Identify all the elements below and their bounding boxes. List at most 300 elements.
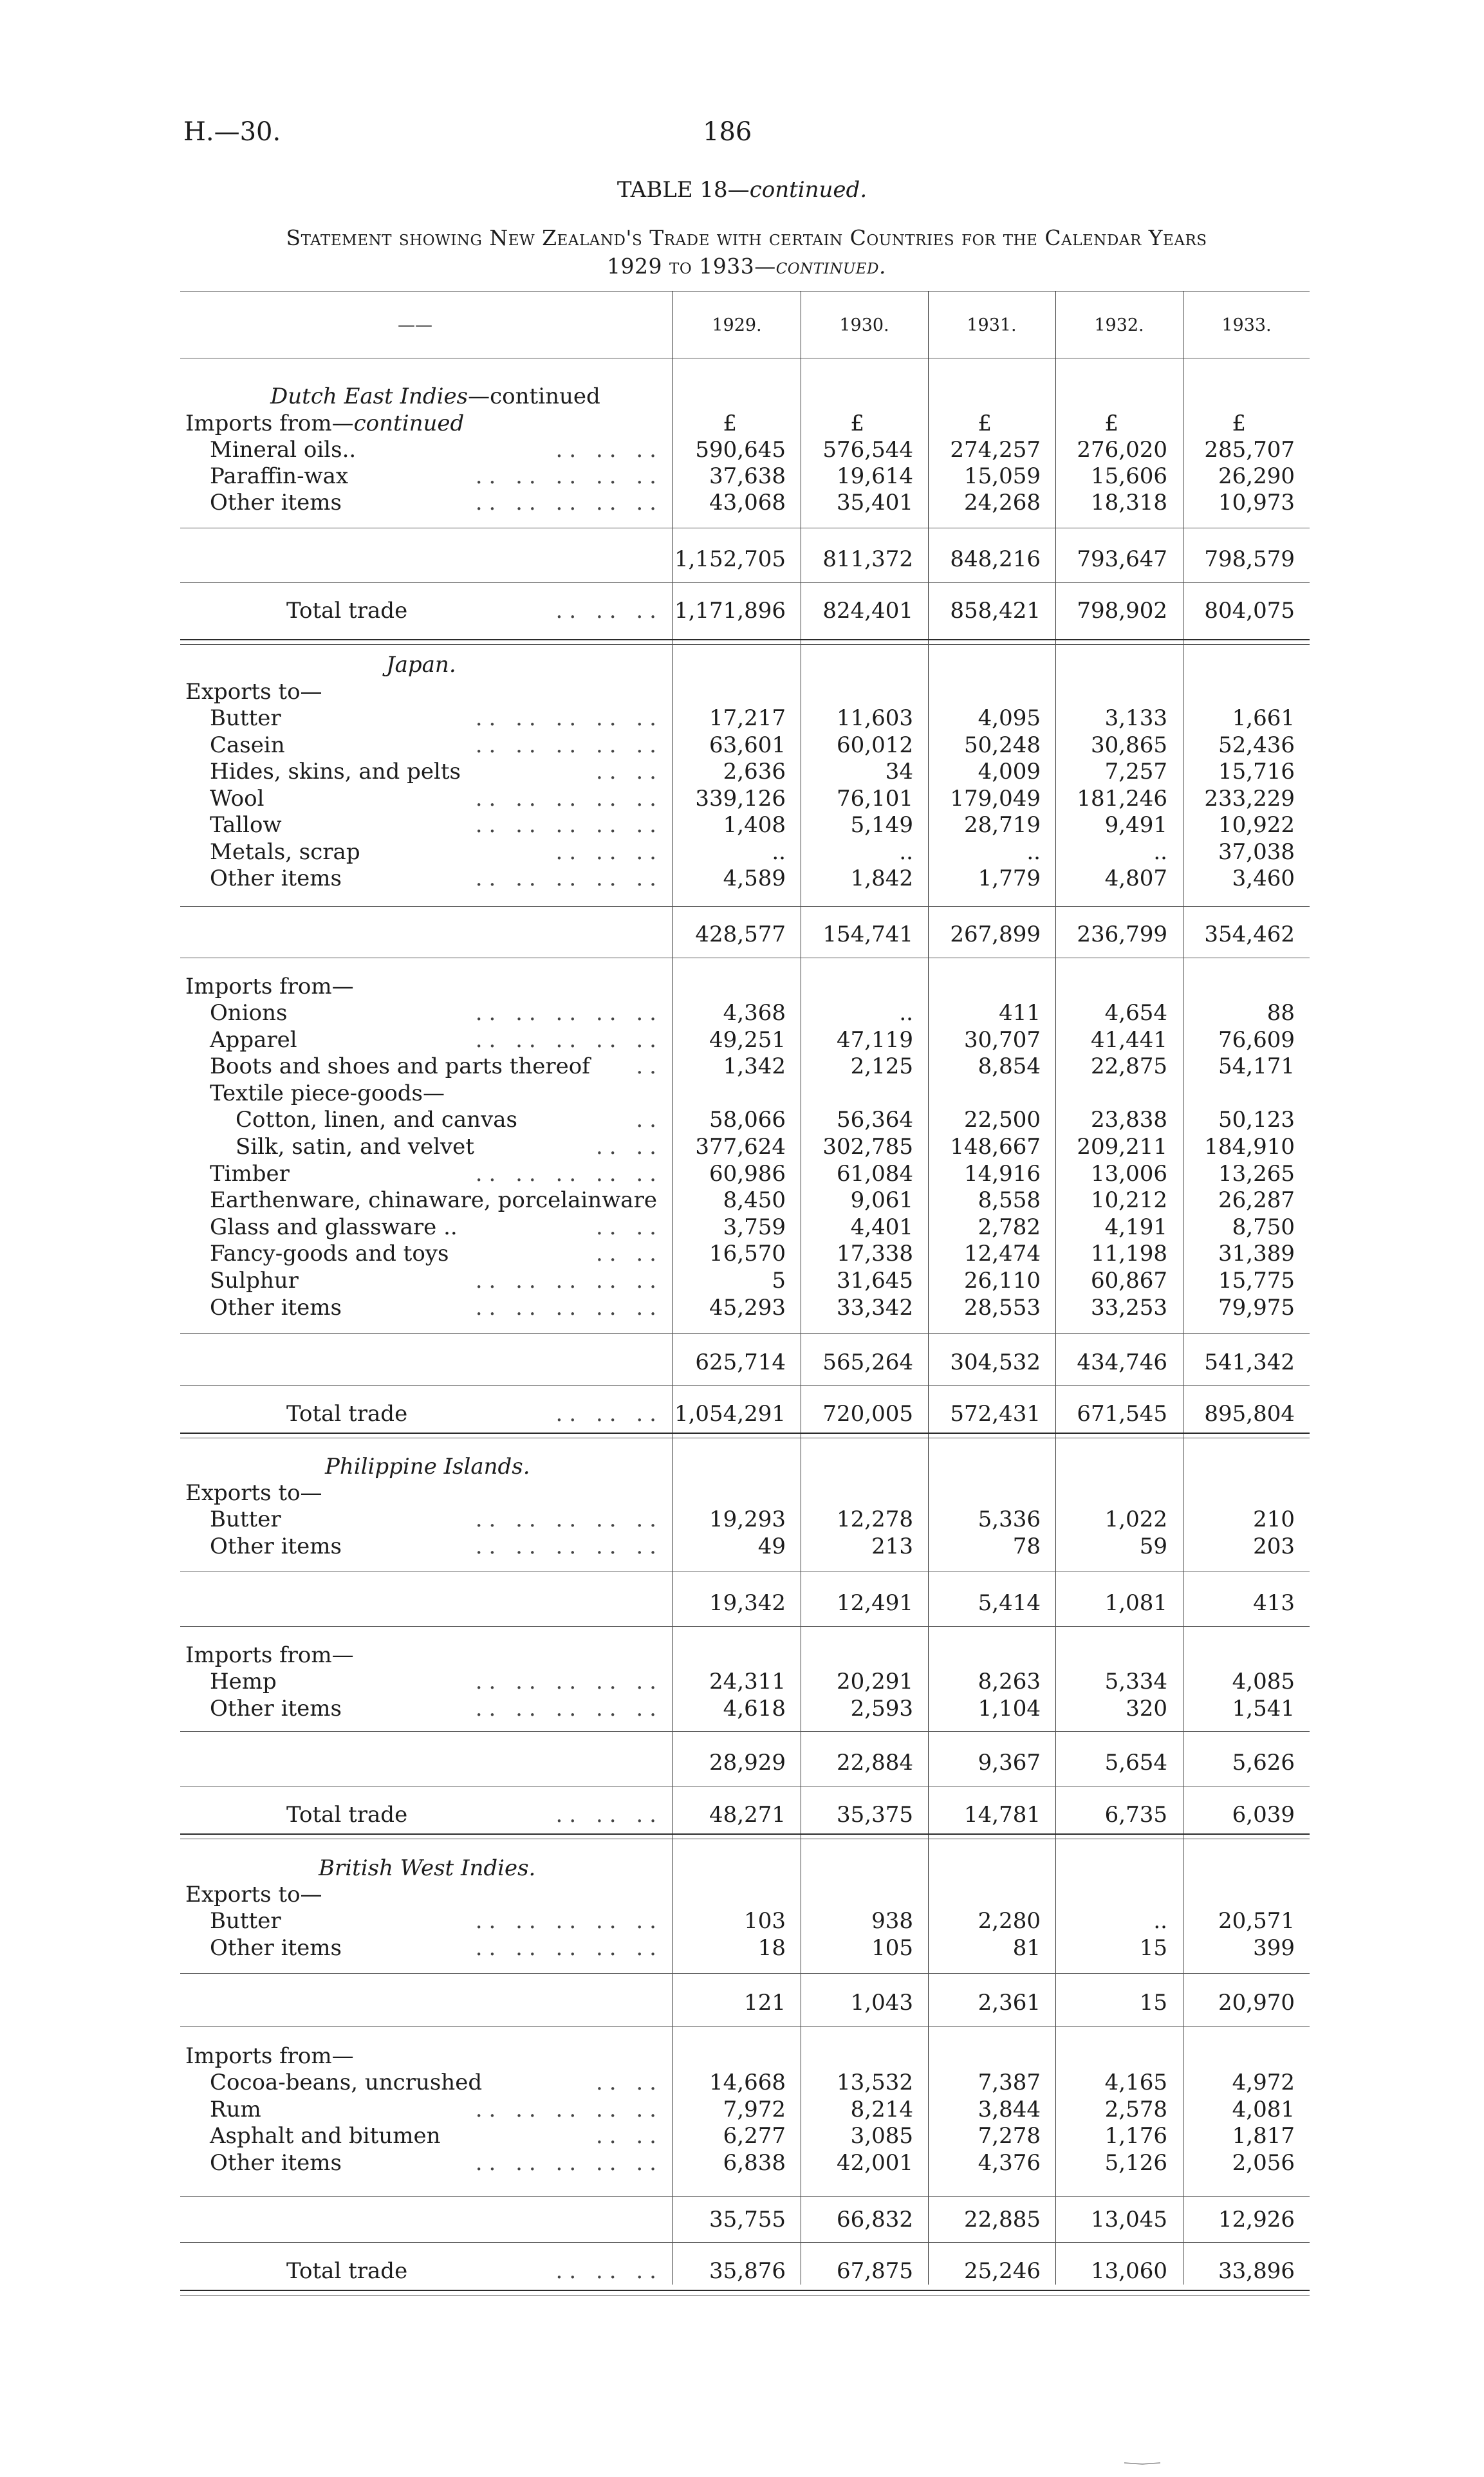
row-label: Cotton, linen, and canvas [236,1107,517,1133]
value-cell-1929: £ [723,411,737,436]
value-cell-1931: 7,278 [978,2123,1041,2149]
value-cell-1931: 24,268 [964,490,1041,515]
value-cell-1931: 22,500 [964,1107,1041,1133]
value-cell-1931: 274,257 [950,437,1041,463]
value-cell-1932: 15,606 [1091,463,1167,489]
value-cell-1929: 6,277 [723,2123,786,2149]
table-row [0,1240,1484,1267]
imports-heading-continued: continued [353,411,465,436]
value-cell-1931: 14,781 [964,1802,1041,1828]
value-cell-1932: 2,578 [1104,2096,1167,2122]
value-cell-1930: 31,645 [837,1268,913,1294]
value-cell-1931: 148,667 [950,1134,1041,1160]
column-header-label: —— [398,315,432,335]
table-row [0,865,1484,892]
row-label: Other items [210,866,342,891]
exports-heading: Exports to— [185,1882,322,1907]
exports-heading-row [0,1480,1484,1507]
value-cell-1930: 720,005 [822,1401,913,1427]
value-cell-1933: 413 [1253,1590,1295,1616]
value-cell-1932: 23,838 [1091,1107,1167,1133]
row-label: Other items [210,1533,342,1559]
value-cell-1931: 8,263 [978,1669,1041,1694]
value-cell-1931: 304,532 [950,1350,1041,1375]
value-cell-1933: 26,287 [1218,1187,1295,1214]
value-cell-1930: 20,291 [837,1669,913,1694]
value-cell-1929: 7,972 [723,2096,786,2122]
row-label: Mineral oils.. [210,437,357,463]
value-cell-1929: 16,570 [709,1241,786,1267]
value-cell-1931: 78 [1012,1533,1041,1559]
dot-leader: .. .. [595,2070,663,2095]
dot-leader: .. .. .. .. .. [475,1908,663,1934]
dot-leader: .. .. .. .. .. [475,785,663,812]
section-title-text: Dutch East Indies [270,384,468,409]
value-cell-1933: 210 [1253,1507,1295,1532]
value-cell-1931: 848,216 [950,546,1041,572]
dot-leader: .. .. .. .. .. [475,1507,663,1532]
value-cell-1929: 19,342 [709,1590,786,1616]
row-label: Hemp [210,1669,277,1694]
row-label: Other items [210,1695,342,1721]
table-rule [180,639,1310,640]
value-cell-1933: 15,775 [1218,1268,1295,1294]
value-cell-1932: .. [1153,839,1167,865]
table-row [0,1106,1484,1133]
value-cell-1933: 15,716 [1218,759,1295,784]
section-title-continued: —continued [468,384,600,409]
dot-leader: .. .. .. .. .. [475,1000,663,1026]
value-cell-1929: 428,577 [695,922,786,947]
row-label: Sulphur [210,1268,299,1294]
value-cell-1932: 30,865 [1091,732,1167,758]
value-cell-1929: 35,755 [709,2207,786,2232]
value-cell-1930: 4,401 [850,1214,913,1240]
value-cell-1933: 13,265 [1218,1160,1295,1187]
imports-heading: Imports from— [185,2043,354,2069]
value-cell-1933: 895,804 [1204,1401,1295,1427]
value-cell-1933: 20,970 [1218,1990,1295,2016]
value-cell-1930: 2,593 [850,1695,913,1721]
exports-subtotal-row [0,1989,1484,2016]
exports-heading: Exports to— [185,679,322,705]
value-cell-1933: 804,075 [1204,598,1295,624]
value-cell-1931: 28,719 [964,812,1041,838]
value-cell-1929: 48,271 [709,1802,786,1828]
section-title: Japan. [386,652,456,678]
section-title: Philippine Islands. [325,1454,530,1480]
table-row [0,1294,1484,1321]
dot-leader: .. .. .. [555,437,663,463]
table-row [0,1133,1484,1160]
section-title-dutch-east-indies [270,383,600,410]
dot-leader: .. .. .. .. .. [475,1160,663,1187]
row-label: Hides, skins, and pelts [210,759,461,784]
dot-leader: .. .. .. [555,1401,663,1427]
value-cell-1932: 320 [1126,1695,1167,1721]
table-row [0,785,1484,812]
row-label: Apparel [210,1026,297,1053]
value-cell-1930: 47,119 [837,1026,913,1053]
value-cell-1932: 10,212 [1091,1187,1167,1214]
year-header-1931: 1931. [967,315,1017,335]
value-cell-1932: 798,902 [1077,598,1167,624]
value-cell-1929: 60,986 [709,1160,786,1187]
value-cell-1933: 4,081 [1232,2096,1295,2122]
dot-leader: .. .. .. .. .. [475,2096,663,2122]
value-cell-1931: 8,854 [978,1053,1041,1080]
value-cell-1931: 858,421 [950,598,1041,624]
section-title-row [0,1453,1484,1480]
statement-line-1: Statement showing New Zealand's Trade with certain Countries for the Calendar Years [286,225,1207,250]
value-cell-1932: 1,176 [1104,2123,1167,2149]
value-cell-1933: 33,896 [1218,2258,1295,2284]
row-label: Asphalt and bitumen [210,2123,441,2149]
dot-leader: .. .. .. .. .. [475,732,663,758]
value-cell-1933: 1,817 [1232,2123,1295,2149]
value-cell-1929: 4,368 [723,1000,786,1026]
value-cell-1933: 54,171 [1218,1053,1295,1080]
row-label: Boots and shoes and parts thereof [210,1053,590,1080]
dot-leader: .. .. [595,1241,663,1267]
value-cell-1932: 59 [1139,1533,1167,1559]
table-rule [180,2290,1310,2291]
page-number: 186 [703,117,752,147]
table-rule [180,1833,1310,1835]
value-cell-1929: 19,293 [709,1507,786,1532]
value-cell-1933: 798,579 [1204,546,1295,572]
dot-leader: .. .. [595,1134,663,1160]
value-cell-1932: 4,807 [1104,866,1167,891]
value-cell-1930: 22,884 [837,1750,913,1776]
value-cell-1932: 3,133 [1104,705,1167,731]
dot-leader: .. .. .. .. .. [475,2149,663,2176]
value-cell-1929: 339,126 [695,785,786,812]
value-cell-1933: £ [1232,411,1246,436]
imports-subtotal-row [0,546,1484,573]
row-label: Textile piece-goods— [210,1080,445,1106]
statement-line-2-text: 1929 to 1933— [607,254,776,279]
value-cell-1932: 60,867 [1091,1268,1167,1294]
value-cell-1932: 1,081 [1104,1590,1167,1616]
exports-subtotal-row [0,921,1484,948]
table-row [0,1214,1484,1241]
dot-leader: .. .. .. .. .. [475,812,663,838]
value-cell-1929: 28,929 [709,1750,786,1776]
value-cell-1932: 6,735 [1104,1802,1167,1828]
value-cell-1930: 576,544 [822,437,913,463]
table-row [0,1907,1484,1934]
value-cell-1929: .. [772,839,786,865]
row-label: Butter [210,1507,281,1532]
value-cell-1933: 50,123 [1218,1107,1295,1133]
value-cell-1929: 49 [757,1533,786,1559]
exports-heading-row [0,678,1484,705]
value-cell-1931: 5,336 [978,1507,1041,1532]
value-cell-1929: 4,589 [723,866,786,891]
value-cell-1933: 399 [1253,1934,1295,1961]
value-cell-1931: 14,916 [964,1160,1041,1187]
table-top-rule [180,291,1310,292]
row-label: Onions [210,1000,288,1026]
value-cell-1931: 12,474 [964,1241,1041,1267]
table-row [0,1053,1484,1080]
imports-subtotal-row [0,1349,1484,1376]
table-row [0,1080,1484,1107]
dot-leader: .. [636,1107,663,1133]
value-cell-1930: 76,101 [837,785,913,812]
year-header-1933: 1933. [1221,315,1272,335]
value-cell-1931: 2,782 [978,1214,1041,1240]
row-label: Total trade [286,598,408,624]
stray-mark [1123,2462,1162,2465]
value-cell-1933: 285,707 [1204,437,1295,463]
value-cell-1933: 52,436 [1218,732,1295,758]
section-title-row [0,651,1484,678]
value-cell-1933: 4,972 [1232,2070,1295,2095]
value-cell-1929: 58,066 [709,1107,786,1133]
table-row [0,1695,1484,1722]
value-cell-1929: 3,759 [723,1214,786,1240]
value-cell-1930: 34 [885,759,913,784]
value-cell-1929: 2,636 [723,759,786,784]
value-cell-1932: 793,647 [1077,546,1167,572]
value-cell-1930: 824,401 [822,598,913,624]
value-cell-1929: 37,638 [709,463,786,489]
value-cell-1930: .. [899,1000,913,1026]
value-cell-1931: 1,779 [978,866,1041,891]
value-cell-1931: 22,885 [964,2207,1041,2232]
value-cell-1929: 49,251 [709,1026,786,1053]
value-cell-1933: 20,571 [1218,1908,1295,1934]
dot-leader: .. .. .. .. .. [475,866,663,891]
value-cell-1930: 35,401 [837,490,913,515]
table-row [0,839,1484,866]
value-cell-1932: 209,211 [1077,1134,1167,1160]
value-cell-1932: 33,253 [1091,1294,1167,1321]
table-row [0,1160,1484,1187]
value-cell-1930: 565,264 [822,1350,913,1375]
value-cell-1930: 1,842 [850,866,913,891]
value-cell-1933: 2,056 [1232,2149,1295,2176]
value-cell-1933: 26,290 [1218,463,1295,489]
value-cell-1933: 184,910 [1204,1134,1295,1160]
value-cell-1933: 76,609 [1218,1026,1295,1053]
value-cell-1931: 8,558 [978,1187,1041,1214]
table-row [0,812,1484,839]
value-cell-1930: 19,614 [837,463,913,489]
dot-leader: .. .. .. .. .. [475,1026,663,1053]
imports-subtotal-row [0,1749,1484,1776]
table-rule [180,1333,1310,1334]
table-row [0,2149,1484,2176]
dot-leader: .. .. .. .. .. [475,1669,663,1694]
imports-heading-row [0,2043,1484,2070]
value-cell-1930: 67,875 [837,2258,913,2284]
year-header-1932: 1932. [1094,315,1144,335]
value-cell-1932: 7,257 [1104,759,1167,784]
value-cell-1933: 8,750 [1232,1214,1295,1240]
value-cell-1931: 2,361 [978,1990,1041,2016]
row-label: Other items [210,1934,342,1961]
dot-leader: .. [636,1053,663,1080]
value-cell-1930: 33,342 [837,1294,913,1321]
dot-leader: .. .. .. .. .. [475,1268,663,1294]
value-cell-1932: 13,006 [1091,1160,1167,1187]
value-cell-1929: 43,068 [709,490,786,515]
dot-leader: .. .. .. [555,598,663,624]
row-label: Earthenware, chinaware, porcelainware [210,1187,657,1214]
table-title [0,177,1484,203]
row-label: Other items [210,1294,342,1321]
row-label: Paraffin-wax [210,463,349,489]
value-cell-1932: 15 [1139,1990,1167,2016]
row-label: Other items [210,2149,342,2176]
row-label: Glass and glassware .. [210,1214,458,1240]
value-cell-1932: 5,126 [1104,2149,1167,2176]
statement-line-2 [180,252,1313,281]
imports-heading: Imports from— [185,974,354,999]
row-label: Butter [210,705,281,731]
exports-heading-row [0,1881,1484,1908]
dot-leader: .. .. [595,2123,663,2149]
total-trade-row [0,1400,1484,1427]
dot-leader: .. .. .. .. .. [475,1294,663,1321]
table-rule [180,2242,1310,2243]
value-cell-1933: 88 [1266,1000,1295,1026]
value-cell-1929: 17,217 [709,705,786,731]
table-rule [180,1731,1310,1732]
dot-leader: .. .. .. [555,2258,663,2284]
table-title-continued: continued. [749,177,867,203]
value-cell-1933: 4,085 [1232,1669,1295,1694]
table-rule [180,582,1310,583]
value-cell-1931: 30,707 [964,1026,1041,1053]
value-cell-1929: 45,293 [709,1294,786,1321]
imports-subtotal-row [0,2206,1484,2233]
value-cell-1933: 6,039 [1232,1802,1295,1828]
value-cell-1930: 13,532 [837,2070,913,2095]
value-cell-1932: 4,191 [1104,1214,1167,1240]
table-row [0,1026,1484,1053]
value-cell-1933: 354,462 [1204,922,1295,947]
value-cell-1931: 28,553 [964,1294,1041,1321]
row-label: Silk, satin, and velvet [236,1134,474,1160]
value-cell-1930: 60,012 [837,732,913,758]
value-cell-1933: 1,661 [1232,705,1295,731]
value-cell-1930: 1,043 [850,1990,913,2016]
value-cell-1931: 7,387 [978,2070,1041,2095]
value-cell-1931: 5,414 [978,1590,1041,1616]
section-title-row [0,383,1484,410]
value-cell-1932: 18,318 [1091,490,1167,515]
value-cell-1930: 35,375 [837,1802,913,1828]
row-label: Wool [210,785,264,812]
table-rule [180,1433,1310,1434]
value-cell-1931: 15,059 [964,463,1041,489]
value-cell-1931: 1,104 [978,1695,1041,1721]
value-cell-1929: 103 [744,1908,786,1934]
value-cell-1930: 66,832 [837,2207,913,2232]
value-cell-1931: 9,367 [978,1750,1041,1776]
currency-row [0,410,1484,437]
table-title-text: TABLE 18— [617,177,750,203]
table-row [0,1533,1484,1560]
value-cell-1930: 3,085 [850,2123,913,2149]
value-cell-1932: 276,020 [1077,437,1167,463]
dot-leader: .. .. .. [555,1802,663,1828]
table-row [0,999,1484,1026]
row-label: Metals, scrap [210,839,360,865]
dot-leader: .. .. .. .. .. [475,490,663,515]
dot-leader: .. .. .. .. .. [475,1934,663,1961]
table-row [0,1187,1484,1214]
value-cell-1930: 2,125 [850,1053,913,1080]
table-row [0,1267,1484,1294]
table-statement [180,224,1313,281]
table-row [0,463,1484,490]
value-cell-1932: 13,045 [1091,2207,1167,2232]
row-label: Tallow [210,812,282,838]
value-cell-1931: 411 [999,1000,1041,1026]
value-cell-1932: 434,746 [1077,1350,1167,1375]
value-cell-1932: 4,654 [1104,1000,1167,1026]
table-row [0,705,1484,732]
table-row [0,436,1484,463]
value-cell-1931: 50,248 [964,732,1041,758]
value-cell-1932: 236,799 [1077,922,1167,947]
dot-leader: .. .. .. .. .. [475,1533,663,1559]
value-cell-1933: 79,975 [1218,1294,1295,1321]
table-row [0,489,1484,516]
value-cell-1929: 590,645 [695,437,786,463]
value-cell-1930: 302,785 [822,1134,913,1160]
value-cell-1929: 6,838 [723,2149,786,2176]
value-cell-1929: 24,311 [709,1669,786,1694]
row-label: Timber [210,1160,290,1187]
table-rule [180,2196,1310,2197]
value-cell-1931: £ [978,411,992,436]
table-row [0,2069,1484,2096]
report-reference: H.—30. [183,117,281,147]
value-cell-1929: 121 [744,1990,786,2016]
row-label: Cocoa-beans, uncrushed [210,2070,483,2095]
statement-continued: continued. [775,254,886,279]
table-row [0,758,1484,785]
table-rule [180,2295,1310,2296]
value-cell-1932: 4,165 [1104,2070,1167,2095]
year-header-1929: 1929. [712,315,762,335]
value-cell-1932: 11,198 [1091,1241,1167,1267]
value-cell-1931: 572,431 [950,1401,1041,1427]
value-cell-1932: 1,022 [1104,1507,1167,1532]
value-cell-1930: 938 [871,1908,913,1934]
value-cell-1933: 12,926 [1218,2207,1295,2232]
total-trade-row [0,1801,1484,1828]
value-cell-1932: 22,875 [1091,1053,1167,1080]
value-cell-1930: 61,084 [837,1160,913,1187]
value-cell-1933: 5,626 [1232,1750,1295,1776]
table-rule [180,906,1310,907]
section-title: British West Indies. [319,1855,536,1881]
value-cell-1932: 9,491 [1104,812,1167,838]
value-cell-1929: 63,601 [709,732,786,758]
value-cell-1932: 181,246 [1077,785,1167,812]
row-label: Total trade [286,1401,408,1427]
value-cell-1932: 15 [1139,1934,1167,1961]
row-label: Total trade [286,1802,408,1828]
value-cell-1929: 1,054,291 [674,1401,786,1427]
